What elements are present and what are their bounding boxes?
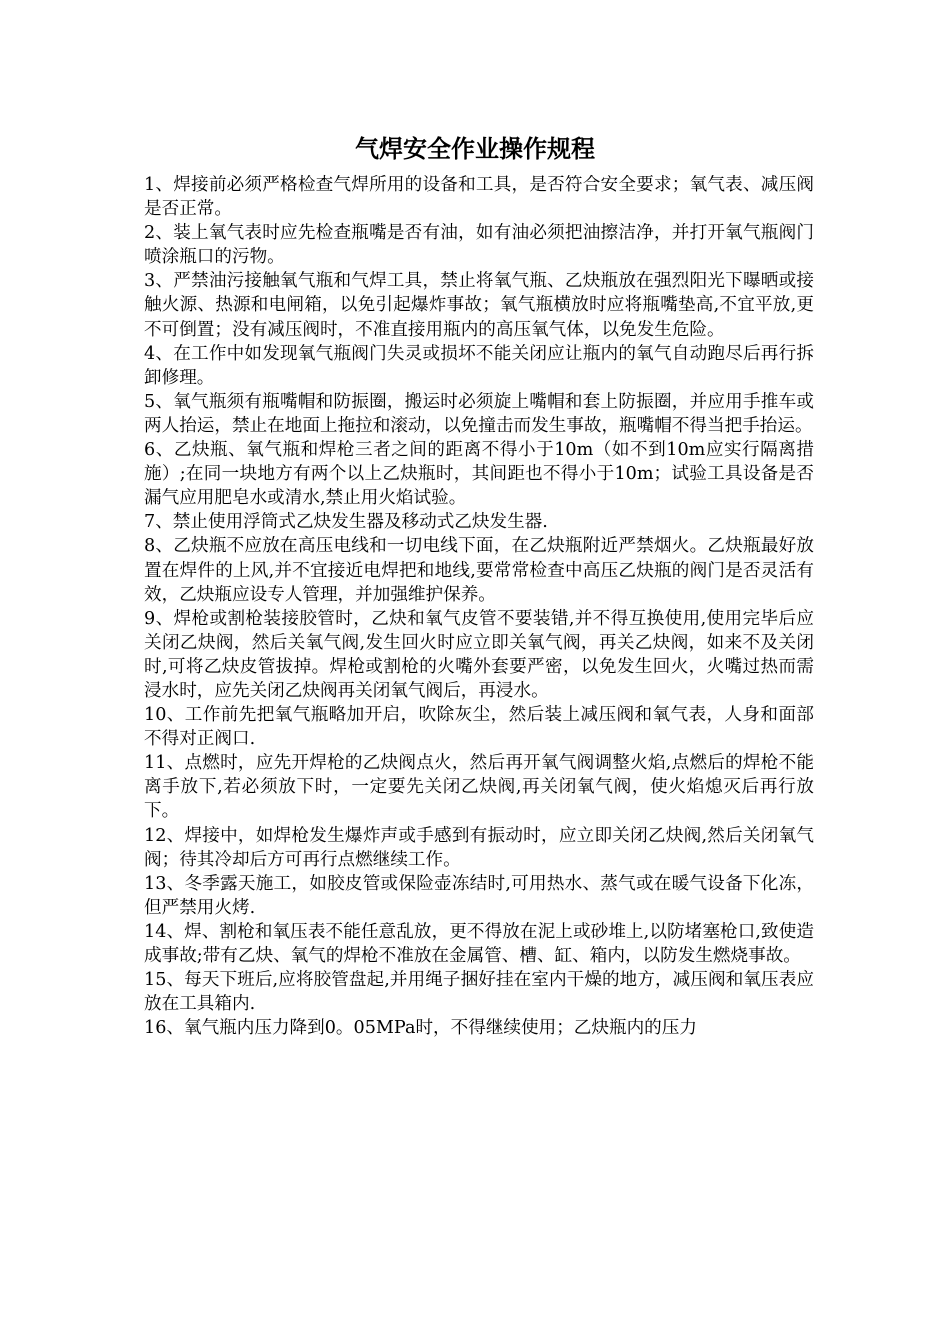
paragraph-1: 1、焊接前必须严格检查气焊所用的设备和工具，是否符合安全要求；氧气表、减压阀是否正常。	[144, 175, 814, 220]
paragraph-5: 5、氧气瓶须有瓶嘴帽和防振圈，搬运时必须旋上嘴帽和套上防振圈，并应用手推车或两人抬运，禁止在地面上拖拉和滚动，以免撞击而发生事故，瓶嘴帽不得当把手抬运。	[144, 391, 814, 436]
paragraph-12: 12、焊接中，如焊枪发生爆炸声或手感到有振动时，应立即关闭乙炔阀,然后关闭氧气阀；待其冷却后方可再行点燃继续工作。	[144, 825, 814, 870]
paragraph-15: 15、每天下班后,应将胶管盘起,并用绳子捆好挂在室内干燥的地方，减压阀和氧压表应放在工具箱内.	[144, 970, 814, 1015]
paragraph-8: 8、乙炔瓶不应放在高压电线和一切电线下面，在乙炔瓶附近严禁烟火。乙炔瓶最好放置在焊件的上风,并不宜接近电焊把和地线,要常常检查中高压乙炔瓶的阀门是否灵活有效，乙炔瓶应设专人管理，并加强维护保养。	[144, 536, 814, 605]
paragraph-16: 16、氧气瓶内压力降到0。05MPa时，不得继续使用；乙炔瓶内的压力	[144, 1018, 697, 1039]
paragraph-6: 6、乙炔瓶、氧气瓶和焊枪三者之间的距离不得小于10m（如不到10m应实行隔离措施）;在同一块地方有两个以上乙炔瓶时，其间距也不得小于10m；试验工具设备是否漏气应用肥皂水或清水,禁止用火焰试验。	[144, 440, 814, 509]
document-title: 气焊安全作业操作规程	[355, 135, 595, 163]
paragraph-2: 2、装上氧气表时应先检查瓶嘴是否有油，如有油必须把油擦洁净，并打开氧气瓶阀门喷涂瓶口的污物。	[144, 223, 814, 268]
paragraph-7: 7、禁止使用浮筒式乙炔发生器及移动式乙炔发生器.	[144, 512, 548, 533]
paragraph-3: 3、严禁油污接触氧气瓶和气焊工具，禁止将氧气瓶、乙炔瓶放在强烈阳光下曝晒或接触火源、热源和电闸箱，以免引起爆炸事故；氧气瓶横放时应将瓶嘴垫高,不宜平放,更不可倒置；没有减压阀时，不准直接用瓶内的高压氧气体，以免发生危险。	[144, 271, 814, 340]
paragraph-4: 4、在工作中如发现氧气瓶阀门失灵或损坏不能关闭应让瓶内的氧气自动跑尽后再行拆卸修理。	[144, 343, 814, 388]
paragraph-14: 14、焊、割枪和氧压表不能任意乱放，更不得放在泥上或砂堆上,以防堵塞枪口,致使造成事故;带有乙炔、氧气的焊枪不准放在金属管、槽、缸、箱内，以防发生燃烧事故。	[144, 921, 814, 966]
paragraph-13: 13、冬季露天施工，如胶皮管或保险壶冻结时,可用热水、蒸气或在暖气设备下化冻，但严禁用火烤.	[144, 873, 814, 918]
paragraph-10: 10、工作前先把氧气瓶略加开启，吹除灰尘，然后装上减压阀和氧气表，人身和面部不得对正阀口.	[144, 705, 814, 750]
document-body	[144, 173, 814, 1040]
paragraph-11: 11、点燃时，应先开焊枪的乙炔阀点火，然后再开氧气阀调整火焰,点燃后的焊枪不能离手放下,若必须放下时，一定要先关闭乙炔阀,再关闭氧气阀，使火焰熄灭后再行放下。	[144, 753, 814, 822]
paragraph-9: 9、焊枪或割枪装接胶管时，乙炔和氧气皮管不要装错,并不得互换使用,使用完毕后应关闭乙炔阀，然后关氧气阀,发生回火时应立即关氧气阀，再关乙炔阀，如来不及关闭时,可将乙炔皮管拔掉。焊枪或割枪的火嘴外套要严密，以免发生回火，火嘴过热而需浸水时，应先关闭乙炔阀再关闭氧气阀后，再浸水。	[144, 608, 814, 701]
